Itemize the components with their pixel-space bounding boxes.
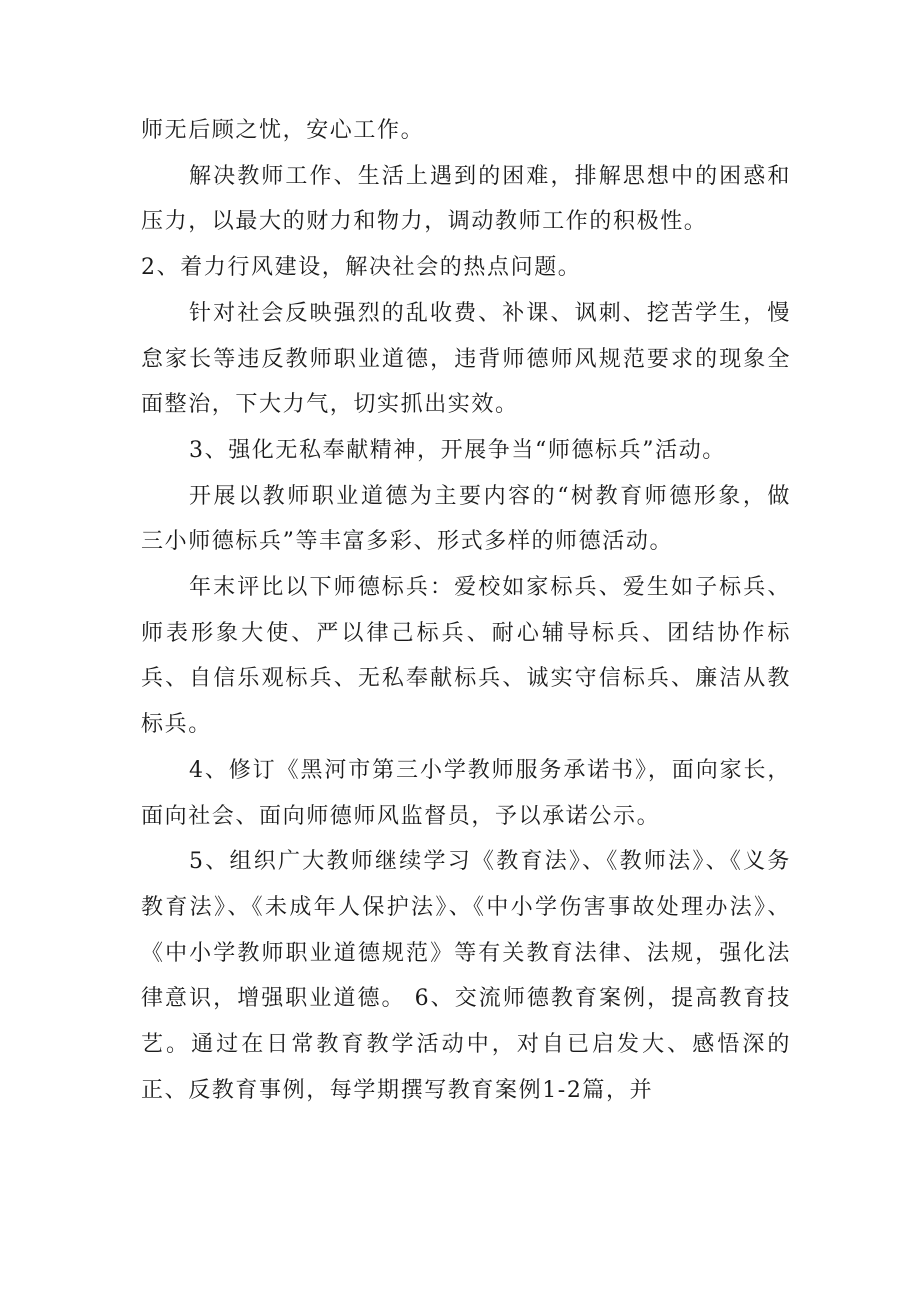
- paragraph-5-heading: 3、强化无私奉献精神，开展争当“师德标兵”活动。: [189, 437, 726, 463]
- paragraph-9: 5、组织广大教师继续学习《教育法》、《教师法》、《义务教育法》、《未成年人保护法》、《中小学伤害事故处理办法》、《中小学教师职业道德规范》等有关教育法律、法规，强化法律意识，增强职业道德。 6、交流师德教育案例，提高教育技艺。通过在日常教育教学活动中，对自已启发大、感悟深的正、反教育事例，每学期撰写教育案例1-2篇，并: [141, 849, 791, 1103]
- document-body: [141, 108, 791, 1113]
- paragraph-2: 解决教师工作、生活上遇到的困难，排解思想中的困惑和压力，以最大的财力和物力，调动教师工作的积极性。: [141, 163, 791, 235]
- paragraph-8: 4、修订《黑河市第三小学教师服务承诺书》，面向家长，面向社会、面向师德师风监督员，予以承诺公示。: [141, 757, 791, 829]
- paragraph-4: 针对社会反映强烈的乱收费、补课、讽刺、挖苦学生，慢怠家长等违反教师职业道德，违背师德师风规范要求的现象全面整治，下大力气，切实抓出实效。: [141, 300, 791, 418]
- paragraph-7: 年末评比以下师德标兵：爱校如家标兵、爱生如子标兵、师表形象大使、严以律己标兵、耐心辅导标兵、团结协作标兵、自信乐观标兵、无私奉献标兵、诚实守信标兵、廉洁从教标兵。: [141, 575, 791, 738]
- paragraph-6: 开展以教师职业道德为主要内容的“树教育师德形象，做三小师德标兵”等丰富多彩、形式多样的师德活动。: [141, 483, 791, 555]
- paragraph-1: 师无后顾之忧，安心工作。: [141, 118, 425, 143]
- paragraph-3-heading: 2、着力行风建设，解决社会的热点问题。: [141, 255, 582, 281]
